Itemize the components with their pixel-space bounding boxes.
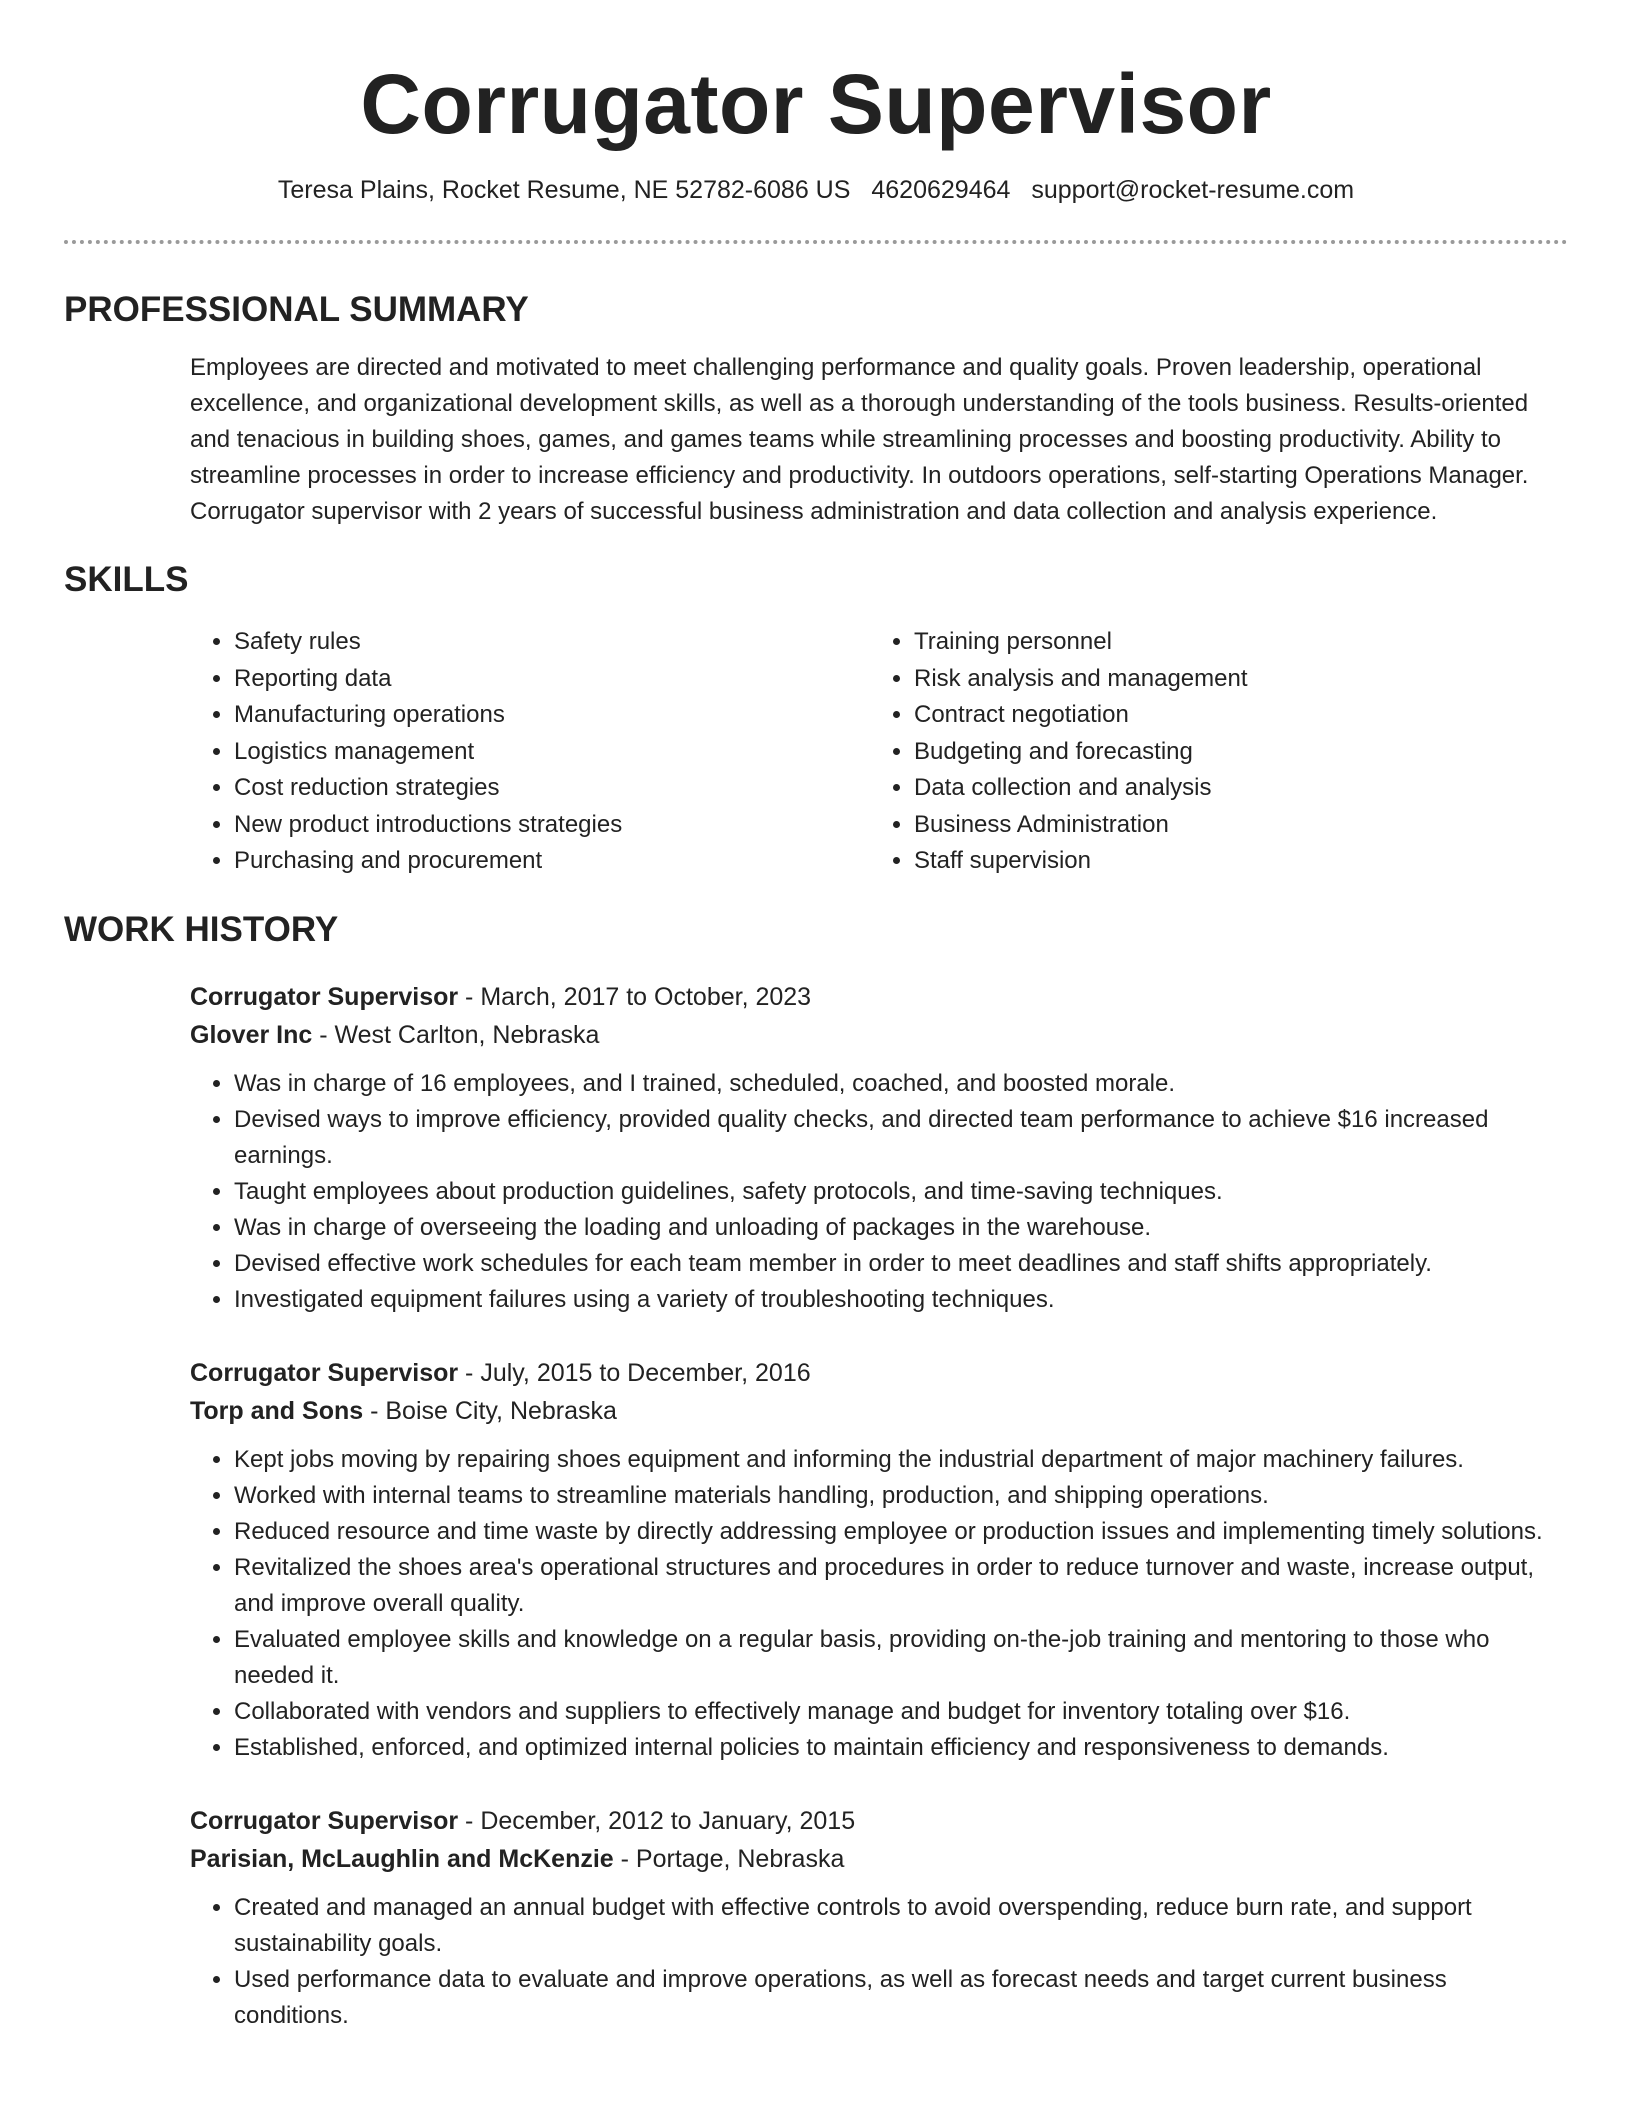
job-location: - Boise City, Nebraska (363, 1396, 617, 1425)
section-title-skills: SKILLS (64, 560, 189, 599)
job-dates: - December, 2012 to January, 2015 (458, 1806, 856, 1835)
job-company: Torp and Sons (190, 1396, 364, 1425)
job-entry (190, 1354, 1558, 1766)
job-bullet: • Kept jobs moving by repairing shoes equipment and informing the industrial department of major machinery failures. (234, 1442, 1558, 1478)
job-company-line (190, 1840, 1558, 1878)
skills-column-left (190, 624, 914, 880)
skills-column-right (914, 624, 1248, 880)
job-location: - Portage, Nebraska (613, 1844, 845, 1873)
resume-page (64, 0, 1568, 2034)
skill-item: • Purchasing and procurement (234, 843, 914, 880)
skill-item: • Safety rules (234, 624, 914, 661)
header-divider (64, 240, 1568, 244)
contact-phone: 4620629464 (871, 176, 1011, 204)
skill-item: • Logistics management (234, 734, 914, 771)
job-bullet: • Was in charge of overseeing the loading and unloading of packages in the warehouse. (234, 1210, 1558, 1246)
skill-item: • Manufacturing operations (234, 697, 914, 734)
job-location: - West Carlton, Nebraska (312, 1020, 600, 1049)
job-entry (190, 1802, 1558, 2034)
job-bullet: • Created and managed an annual budget with effective controls to avoid overspending, reduce burn rate, and support sustainability goals. (234, 1890, 1558, 1962)
job-bullet: • Worked with internal teams to streamline materials handling, production, and shipping operations. (234, 1478, 1558, 1514)
candidate-name: Corrugator Supervisor (360, 57, 1272, 151)
job-bullet: • Used performance data to evaluate and improve operations, as well as forecast needs and target current business conditions. (234, 1962, 1558, 2034)
job-dates: - July, 2015 to December, 2016 (458, 1358, 811, 1387)
skill-item: • Budgeting and forecasting (914, 734, 1248, 771)
job-bullet: • Evaluated employee skills and knowledge on a regular basis, providing on-the-job training and mentoring to those who needed it. (234, 1622, 1558, 1694)
job-bullet: • Established, enforced, and optimized internal policies to maintain efficiency and responsiveness to demands. (234, 1730, 1558, 1766)
job-bullet: • Collaborated with vendors and suppliers to effectively manage and budget for inventory totaling over $16. (234, 1694, 1558, 1730)
skill-item: • Cost reduction strategies (234, 770, 914, 807)
job-company-line (190, 1392, 1558, 1430)
skill-item: • Contract negotiation (914, 697, 1248, 734)
job-bullet: • Taught employees about production guidelines, safety protocols, and time-saving techniques. (234, 1174, 1558, 1210)
job-bullet: • Devised effective work schedules for each team member in order to meet deadlines and staff shifts appropriately. (234, 1246, 1558, 1282)
job-company: Glover Inc (190, 1020, 313, 1049)
job-company-line (190, 1016, 1558, 1054)
skills-list (190, 624, 1558, 880)
job-bullet: • Revitalized the shoes area's operational structures and procedures in order to reduce turnover and waste, increase output, and improve overall quality. (234, 1550, 1558, 1622)
contact-address: Teresa Plains, Rocket Resume, NE 52782-6086 US (277, 176, 851, 204)
job-bullet: • Devised ways to improve efficiency, provided quality checks, and directed team performance to achieve $16 increased earnings. (234, 1102, 1558, 1174)
contact-email: support@rocket-resume.com (1031, 176, 1355, 204)
job-bullet: • Investigated equipment failures using a variety of troubleshooting techniques. (234, 1282, 1558, 1318)
skill-item: • Training personnel (914, 624, 1248, 661)
skill-item: • Data collection and analysis (914, 770, 1248, 807)
job-role: Corrugator Supervisor (190, 1806, 459, 1835)
job-bullet: • Was in charge of 16 employees, and I trained, scheduled, coached, and boosted morale. (234, 1066, 1558, 1102)
job-bullets (190, 1066, 1558, 1318)
job-bullets (190, 1890, 1558, 2034)
section-title-summary: PROFESSIONAL SUMMARY (64, 290, 529, 329)
job-title-line (190, 978, 1558, 1016)
job-entry (190, 978, 1558, 1318)
contact-line (64, 174, 1568, 206)
job-bullet: • Reduced resource and time waste by directly addressing employee or production issues and implementing timely solutions. (234, 1514, 1558, 1550)
section-title-work-history: WORK HISTORY (64, 909, 339, 949)
skill-item: • Staff supervision (914, 843, 1248, 880)
skill-item: • New product introductions strategies (234, 807, 914, 844)
skill-item: • Reporting data (234, 661, 914, 698)
job-role: Corrugator Supervisor (190, 1358, 459, 1387)
job-title-line (190, 1802, 1558, 1840)
job-role: Corrugator Supervisor (190, 982, 459, 1011)
skill-item: • Risk analysis and management (914, 661, 1248, 698)
job-company: Parisian, McLaughlin and McKenzie (190, 1844, 614, 1873)
job-dates: - March, 2017 to October, 2023 (458, 982, 812, 1011)
job-bullets (190, 1442, 1558, 1766)
job-title-line (190, 1354, 1558, 1392)
skill-item: • Business Administration (914, 807, 1248, 844)
summary-text: Employees are directed and motivated to meet challenging performance and quality goals. Proven leadership, operational excellence, and organizational development skills, as well as a thorough understanding of the tools business. Results-oriented and tenacious in building shoes, games, and games teams while streamlining processes and boosting productivity. Ability to streamline processes in order to increase efficiency and productivity. In outdoors operations, self-starting Operations Manager. Corrugator supervisor with 2 years of successful business administration and data collection and analysis experience. (190, 354, 1529, 525)
